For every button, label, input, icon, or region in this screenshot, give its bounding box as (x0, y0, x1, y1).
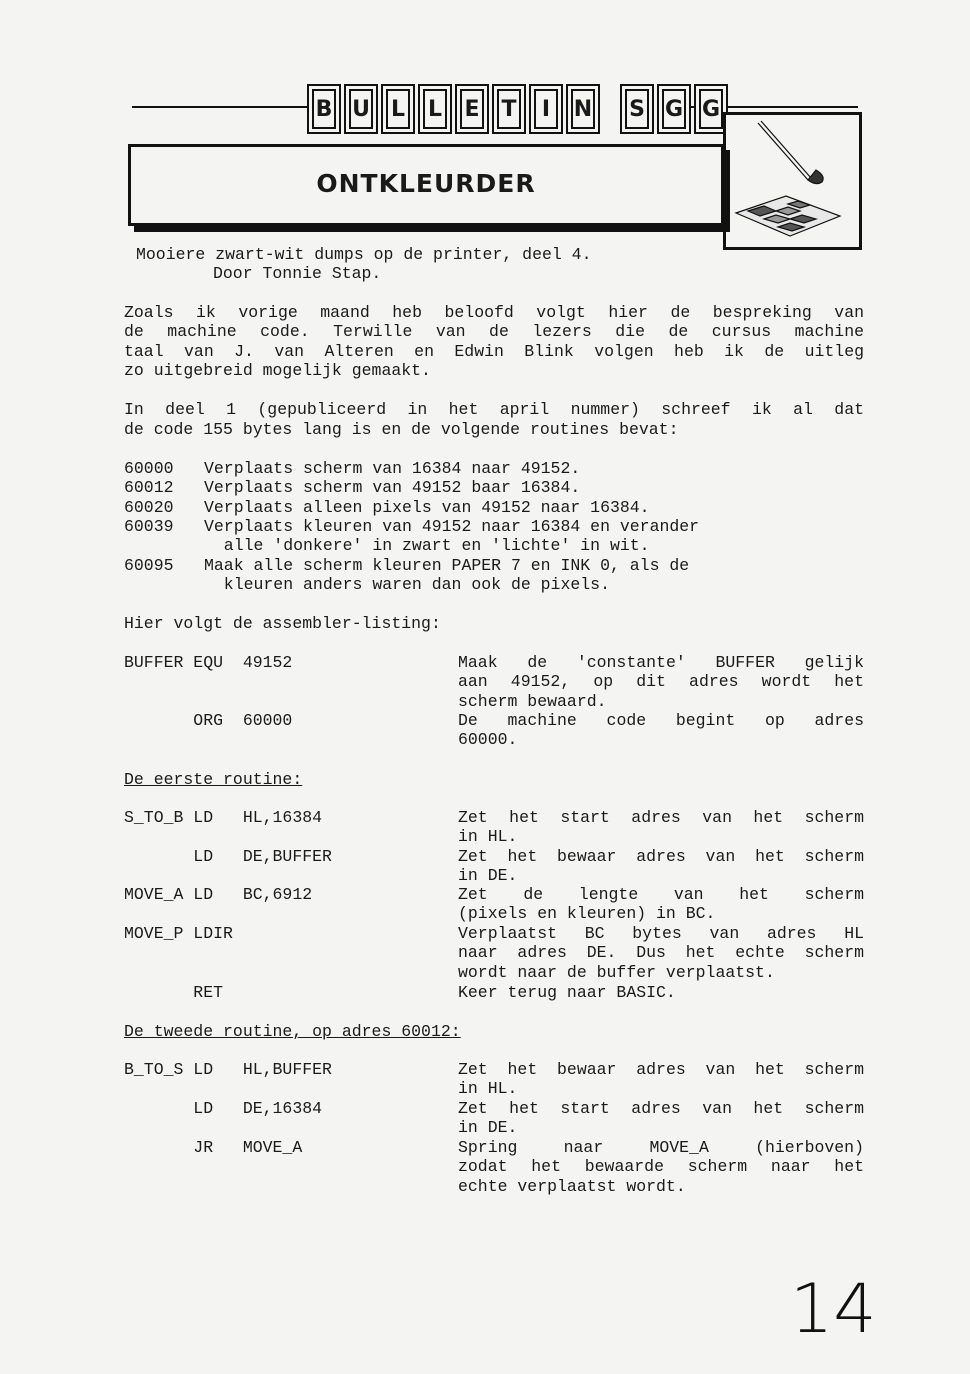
page-title: ONTKLEURDER (316, 169, 536, 198)
comment-line: Zet het bewaar adres van het scherm (458, 1060, 864, 1079)
logo-letter: E (455, 84, 489, 134)
title-banner (128, 144, 724, 226)
paintbrush-canvas-icon (728, 118, 853, 243)
routine-description: Maak alle scherm kleuren PAPER 7 en INK 0, als de (204, 556, 690, 575)
comment-line: scherm bewaard. (458, 691, 607, 711)
code-comment (458, 885, 864, 924)
code-comment (458, 1099, 864, 1138)
comment-line: in HL. (458, 1079, 518, 1099)
comment-line: Zet de lengte van het scherm (458, 885, 864, 904)
code-line: MOVE_P LDIR (124, 924, 233, 943)
comment-line: (pixels en kleuren) in BC. (458, 904, 716, 924)
comment-line: aan 49152, op dit adres wordt het (458, 672, 864, 692)
code-line: MOVE_A LD BC,6912 (124, 885, 313, 904)
comment-line: 60000. (458, 730, 518, 750)
article-subtitle: Mooiere zwart-wit dumps op de printer, deel 4. (136, 245, 592, 264)
code-line: ORG 60000 (124, 711, 293, 730)
routine-description: Verplaats kleuren van 49152 naar 16384 en verander (204, 517, 700, 536)
paragraph-line: Zoals ik vorige maand heb beloofd volgt hier de bespreking van (124, 303, 864, 322)
paragraph-line: de machine code. Terwille van de lezers die de cursus machine (124, 322, 864, 341)
routine-description: alle 'donkere' in zwart en 'lichte' in wit. (204, 536, 650, 555)
code-comment (458, 924, 864, 982)
page-number: 14 (790, 1270, 877, 1349)
logo-letter: L (418, 84, 452, 134)
logo-letter: I (529, 84, 563, 134)
logo-letter: B (307, 84, 341, 134)
comment-line: echte verplaatst wordt. (458, 1176, 686, 1196)
section-heading: De eerste routine: (124, 770, 303, 789)
code-comment (458, 711, 864, 750)
code-line: RET (124, 983, 224, 1002)
paragraph-line: zo uitgebreid mogelijk gemaakt. (124, 361, 431, 380)
code-comment (458, 983, 864, 1002)
routine-description: Verplaats scherm van 49152 baar 16384. (204, 478, 581, 497)
logo-letter: G (657, 84, 691, 134)
comment-line: naar adres DE. Dus het echte scherm (458, 943, 864, 963)
comment-line: De machine code begint op adres (458, 711, 864, 730)
comment-line: Maak de 'constante' BUFFER gelijk (458, 653, 864, 672)
code-comment (458, 1138, 864, 1196)
comment-line: Verplaatst BC bytes van adres HL (458, 924, 864, 943)
header-rule-left (132, 106, 307, 108)
logo-letter: L (381, 84, 415, 134)
code-line: B_TO_S LD HL,BUFFER (124, 1060, 332, 1079)
comment-line: Spring naar MOVE_A (hierboven) (458, 1138, 864, 1157)
routine-address: 60012 (124, 478, 174, 497)
section-heading: De tweede routine, op adres 60012: (124, 1022, 461, 1041)
routine-description: Verplaats scherm van 16384 naar 49152. (204, 459, 581, 478)
listing-intro: Hier volgt de assembler-listing: (124, 614, 441, 633)
code-comment (458, 808, 864, 847)
logo-letter: G (694, 84, 728, 134)
comment-line: Zet het start adres van het scherm (458, 1099, 864, 1118)
article-author: Door Tonnie Stap. (213, 264, 382, 283)
code-comment (458, 1060, 864, 1099)
routine-address: 60095 (124, 556, 174, 575)
paragraph-line: In deel 1 (gepubliceerd in het april nummer) schreef ik al dat (124, 400, 864, 419)
code-comment (458, 847, 864, 886)
code-line: LD DE,16384 (124, 1099, 323, 1118)
logo-letter: T (492, 84, 526, 134)
comment-line: in DE. (458, 1118, 518, 1138)
routine-address: 60039 (124, 517, 174, 536)
paragraph-line: de code 155 bytes lang is en de volgende routines bevat: (124, 420, 679, 439)
logo-letter: N (566, 84, 600, 134)
comment-line: wordt naar de buffer verplaatst. (458, 962, 775, 982)
paragraph-line: taal van J. van Alteren en Edwin Blink volgen heb ik de uitleg (124, 342, 864, 361)
code-line: JR MOVE_A (124, 1138, 303, 1157)
comment-line: in HL. (458, 827, 518, 847)
comment-line: zodat het bewaarde scherm naar het (458, 1157, 864, 1177)
bulletin-logo (307, 84, 728, 134)
code-comment (458, 653, 864, 711)
routine-address: 60000 (124, 459, 174, 478)
comment-line: Zet het bewaar adres van het scherm (458, 847, 864, 866)
routine-address: 60020 (124, 498, 174, 517)
code-line: BUFFER EQU 49152 (124, 653, 293, 672)
code-line: S_TO_B LD HL,16384 (124, 808, 323, 827)
logo-letter: U (344, 84, 378, 134)
routine-description: kleuren anders waren dan ook de pixels. (204, 575, 610, 594)
logo-letter: S (620, 84, 654, 134)
comment-line: Keer terug naar BASIC. (458, 983, 676, 1002)
code-line: LD DE,BUFFER (124, 847, 332, 866)
comment-line: Zet het start adres van het scherm (458, 808, 864, 827)
routine-description: Verplaats alleen pixels van 49152 naar 16384. (204, 498, 650, 517)
comment-line: in DE. (458, 866, 518, 886)
